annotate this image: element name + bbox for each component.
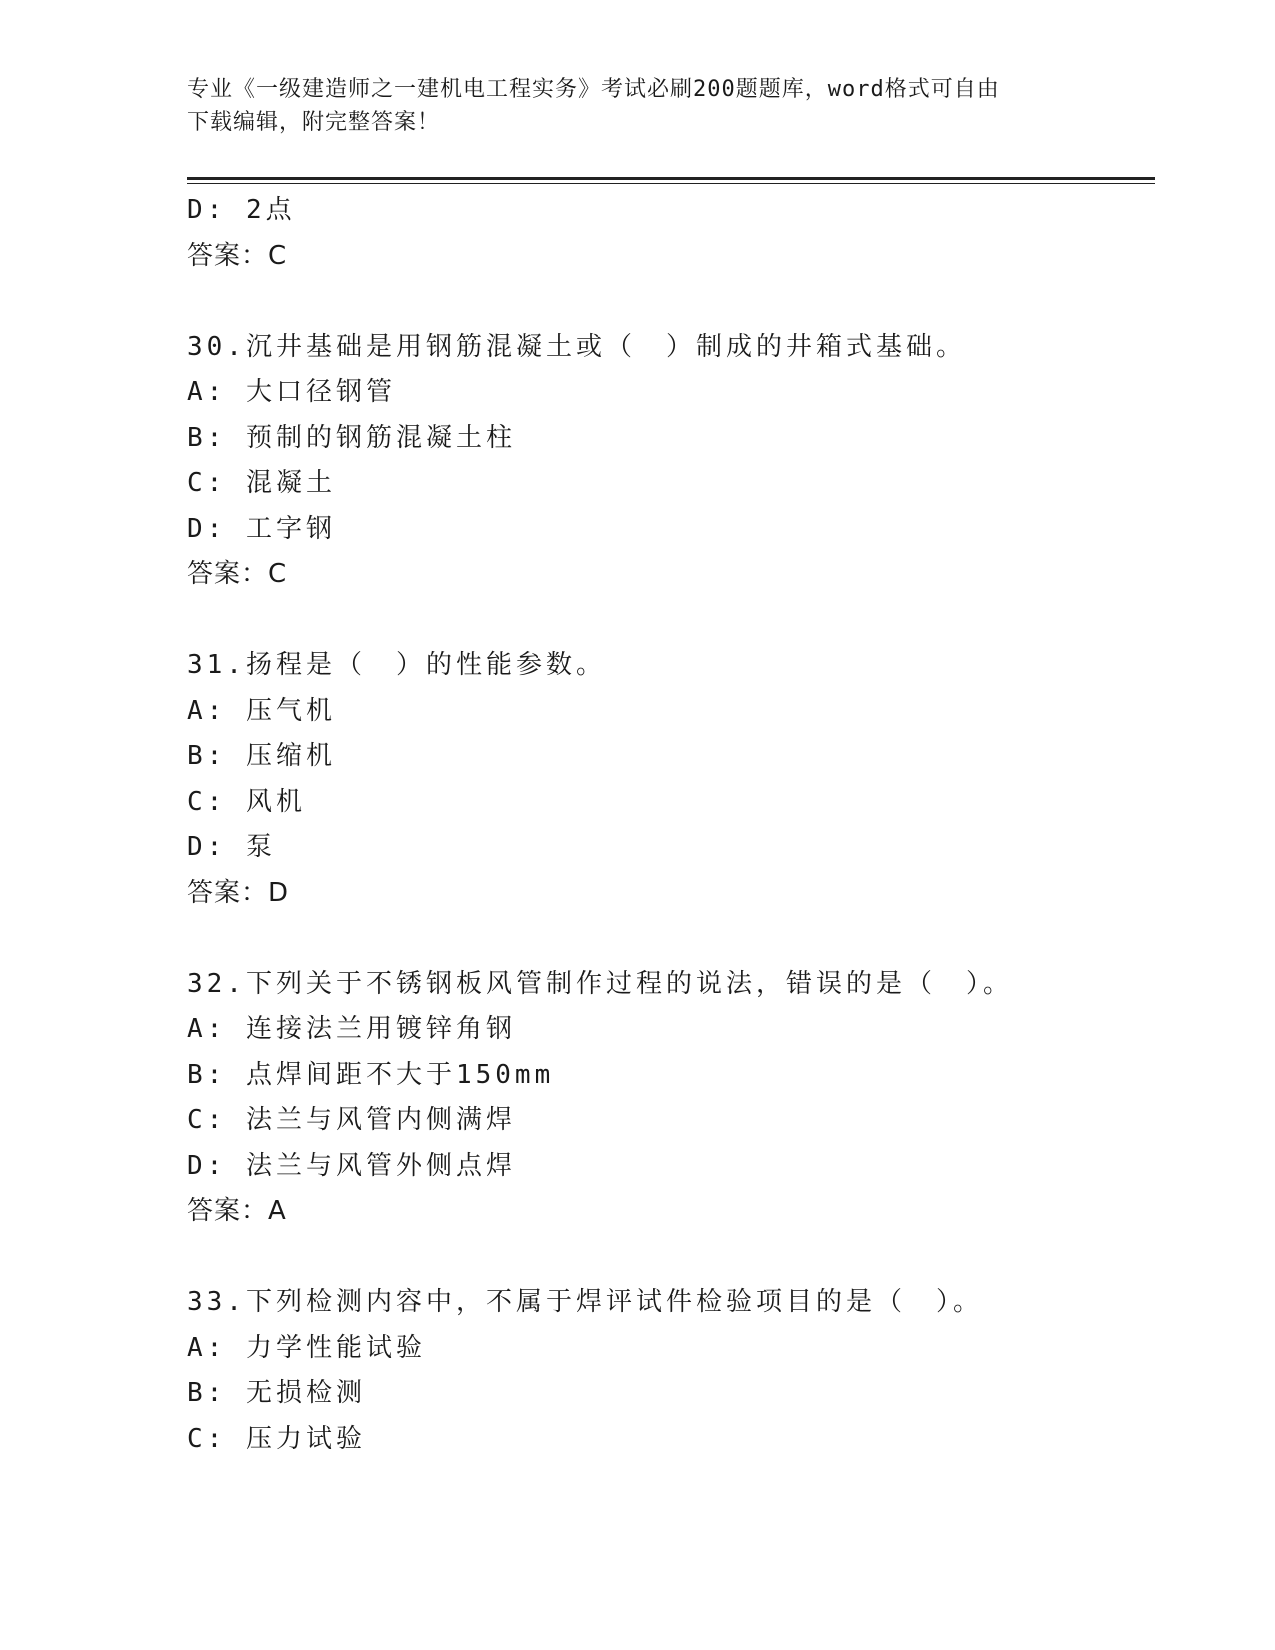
option-b: B: 压缩机 (187, 741, 336, 771)
option-d: D: 法兰与风管外侧点焊 (187, 1150, 516, 1181)
answer: 答案：C (187, 559, 288, 589)
header-line-2: 下载编辑，附完整答案！ (187, 110, 441, 135)
option-b: B: 预制的钢筋混凝土柱 (187, 422, 516, 453)
option-b: B: 无损检测 (187, 1378, 366, 1408)
question-stem-30: 30.沉井基础是用钢筋混凝土或（ ）制成的井箱式基础。 (187, 331, 966, 362)
option-a: A: 力学性能试验 (187, 1332, 426, 1363)
answer: 答案：C (187, 240, 288, 271)
header-divider-thin (187, 183, 1155, 184)
option-d: D: 2点 (187, 195, 296, 225)
spacer (187, 916, 1147, 962)
answer: 答案：A (187, 1196, 287, 1226)
question-stem-31: 31.扬程是（ ）的性能参数。 (187, 650, 606, 680)
question-list (187, 188, 1147, 1462)
answer: 答案：D (187, 877, 290, 908)
option-a: A: 连接法兰用镀锌角钢 (187, 1014, 516, 1044)
option-c: C: 风机 (187, 786, 306, 817)
option-b: B: 点焊间距不大于150mm (187, 1059, 555, 1090)
header-line-1: 专业《一级建造师之一建机电工程实务》考试必刷200题题库，word格式可自由 (187, 77, 1000, 102)
option-d: D: 工字钢 (187, 513, 336, 544)
question-stem-32: 32.下列关于不锈钢板风管制作过程的说法，错误的是（ ）。 (187, 968, 1013, 999)
option-a: A: 压气机 (187, 695, 336, 726)
option-c: C: 混凝土 (187, 468, 336, 498)
spacer (187, 598, 1147, 644)
option-d: D: 泵 (187, 832, 276, 862)
header-divider-thick (187, 177, 1155, 180)
document-header (187, 73, 1087, 139)
option-c: C: 压力试验 (187, 1423, 366, 1454)
option-a: A: 大口径钢管 (187, 377, 396, 407)
spacer (187, 279, 1147, 325)
question-stem-33: 33.下列检测内容中，不属于焊评试件检验项目的是（ ）。 (187, 1287, 983, 1317)
option-c: C: 法兰与风管内侧满焊 (187, 1105, 516, 1135)
spacer (187, 1235, 1147, 1281)
